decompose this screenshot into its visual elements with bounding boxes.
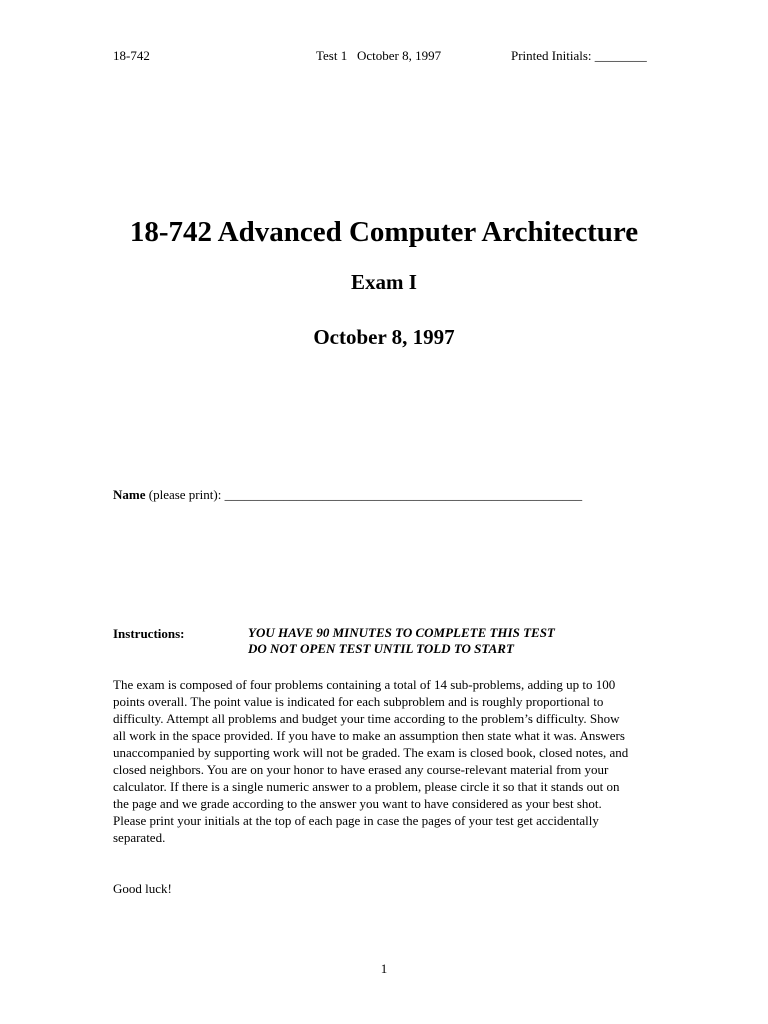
header-course: 18-742 — [113, 48, 150, 63]
paragraph-line: calculator. If there is a single numeric answer to a problem, please circle it so that it stands out on — [113, 779, 620, 794]
instructions-notice — [248, 625, 555, 657]
paragraph-line: unaccompanied by supporting work will not be graded. The exam is closed book, closed notes, and — [113, 745, 629, 760]
name-field — [113, 487, 582, 503]
exam-date: October 8, 1997 — [313, 325, 455, 349]
name-hint: (please print): — [145, 487, 225, 502]
instructions-line: YOU HAVE 90 MINUTES TO COMPLETE THIS TEST — [248, 625, 555, 640]
closing-text: Good luck! — [113, 881, 172, 896]
name-blank-line: _______________________________________________________ — [224, 487, 583, 502]
paragraph-line: the page and we grade according to the answer you want to have considered as your best shot. — [113, 796, 602, 811]
name-label: Name — [113, 487, 146, 502]
paragraph-line: all work in the space provided. If you have to make an assumption then state what it was. Answers — [113, 728, 625, 743]
paragraph-line: separated. — [113, 830, 166, 845]
paragraph-line: closed neighbors. You are on your honor to have erased any course-relevant material from your — [113, 762, 609, 777]
page-number: 1 — [380, 961, 388, 976]
paragraph-line: The exam is composed of four problems containing a total of 14 sub-problems, adding up to 100 — [113, 677, 616, 692]
paragraph-line: difficulty. Attempt all problems and budget your time according to the problem’s difficulty. Show — [113, 711, 620, 726]
instructions-label: Instructions: — [113, 626, 185, 641]
header-test-date: Test 1 October 8, 1997 — [316, 48, 442, 63]
exam-subtitle: Exam I — [351, 270, 417, 294]
instructions-paragraph — [113, 676, 673, 846]
page-title: 18-742 Advanced Computer Architecture — [129, 216, 639, 248]
header-printed-initials: Printed Initials: ________ — [511, 48, 647, 63]
instructions-line: DO NOT OPEN TEST UNTIL TOLD TO START — [248, 641, 514, 656]
paragraph-line: Please print your initials at the top of each page in case the pages of your test get accidentally — [113, 813, 599, 828]
paragraph-line: points overall. The point value is indicated for each subproblem and is roughly proportional to — [113, 694, 604, 709]
